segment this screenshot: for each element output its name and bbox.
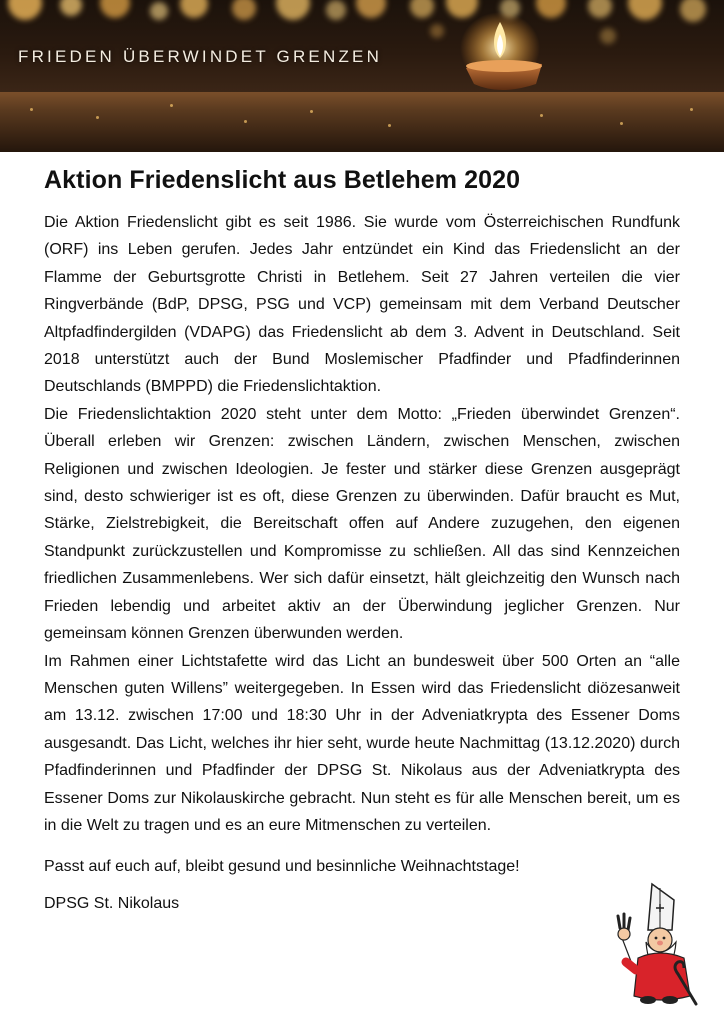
signature: DPSG St. Nikolaus [44, 895, 180, 913]
table-surface [0, 92, 724, 152]
oil-lamp-candle-icon [452, 10, 572, 110]
saint-nicholas-mascot-icon [612, 878, 704, 1008]
article-heading: Aktion Friedenslicht aus Betlehem 2020 [44, 166, 521, 194]
header-banner [0, 0, 724, 152]
closing-greeting: Passt auf euch auf, bleibt gesund und besinnliche Weihnachtstage! [44, 858, 520, 876]
banner-title: FRIEDEN ÜBERWINDET GRENZEN [18, 47, 383, 66]
paragraph-motto: Die Friedenslichtaktion 2020 steht unter dem Motto: „Frieden überwindet Grenzen“. Überall erleben wir Grenzen: zwischen Ländern, zwischen Menschen, zwischen Religionen und zwischen Ideologien. Je fester und stärker diese Grenzen ausgeprägt sind, desto schwieriger ist es oft, diese Grenzen zu überwinden. Dafür braucht es Mut, Stärke, Zielstrebigkeit, die Bereitschaft offen auf Andere zuzugehen, den eigenen Standpunkt zurückzustellen und Kompromisse zu schließen. All das sind Kennzeichen friedlichen Zusammenlebens. Wer sich dafür einsetzt, hält gleichzeitig den Wunsch nach Frieden lebendig und arbeitet aktiv an der Überwindung jeglicher Grenzen. Nur gemeinsam können Grenzen überwunden werden. [44, 405, 680, 643]
article [44, 166, 680, 917]
paragraph-distribution: Im Rahmen einer Lichtstafette wird das Licht an bundesweit über 500 Orten an “alle Menschen guten Willens” weitergegeben. In Essen wird das Friedenslicht diözesanweit am 13.12. zwischen 17:00 und 18:30 Uhr in der Adveniatkrypta des Essener Doms ausgesandt. Das Licht, welches ihr hier seht, wurde heute Nachmittag (13.12.2020) durch Pfadfinderinnen und Pfadfinder der DPSG St. Nikolaus aus der Adveniatkrypta des Essener Doms zur Nikolauskirche gebracht. Nun steht es für alle Menschen bereit, um es in die Welt zu tragen und es an eure Mitmenschen zu verteilen. [44, 652, 680, 834]
paragraph-history: Die Aktion Friedenslicht gibt es seit 1986. Sie wurde vom Österreichischen Rundfunk (ORF) ins Leben gerufen. Jedes Jahr entzündet ein Kind das Friedenslicht an der Flamme der Geburtsgrotte Christi in Betlehem. Seit 27 Jahren verteilen die vier Ringverbände (BdP, DPSG, PSG und VCP) gemeinsam mit dem Verband Deutscher Altpfadfindergilden (VDAPG) das Friedenslicht ab dem 3. Advent in Deutschland. Seit 2018 unterstützt auch der Bund Moslemischer Pfadfinder und Pfadfinderinnen Deutschlands (BMPPD) die Friedenslichtaktion. [44, 214, 680, 396]
